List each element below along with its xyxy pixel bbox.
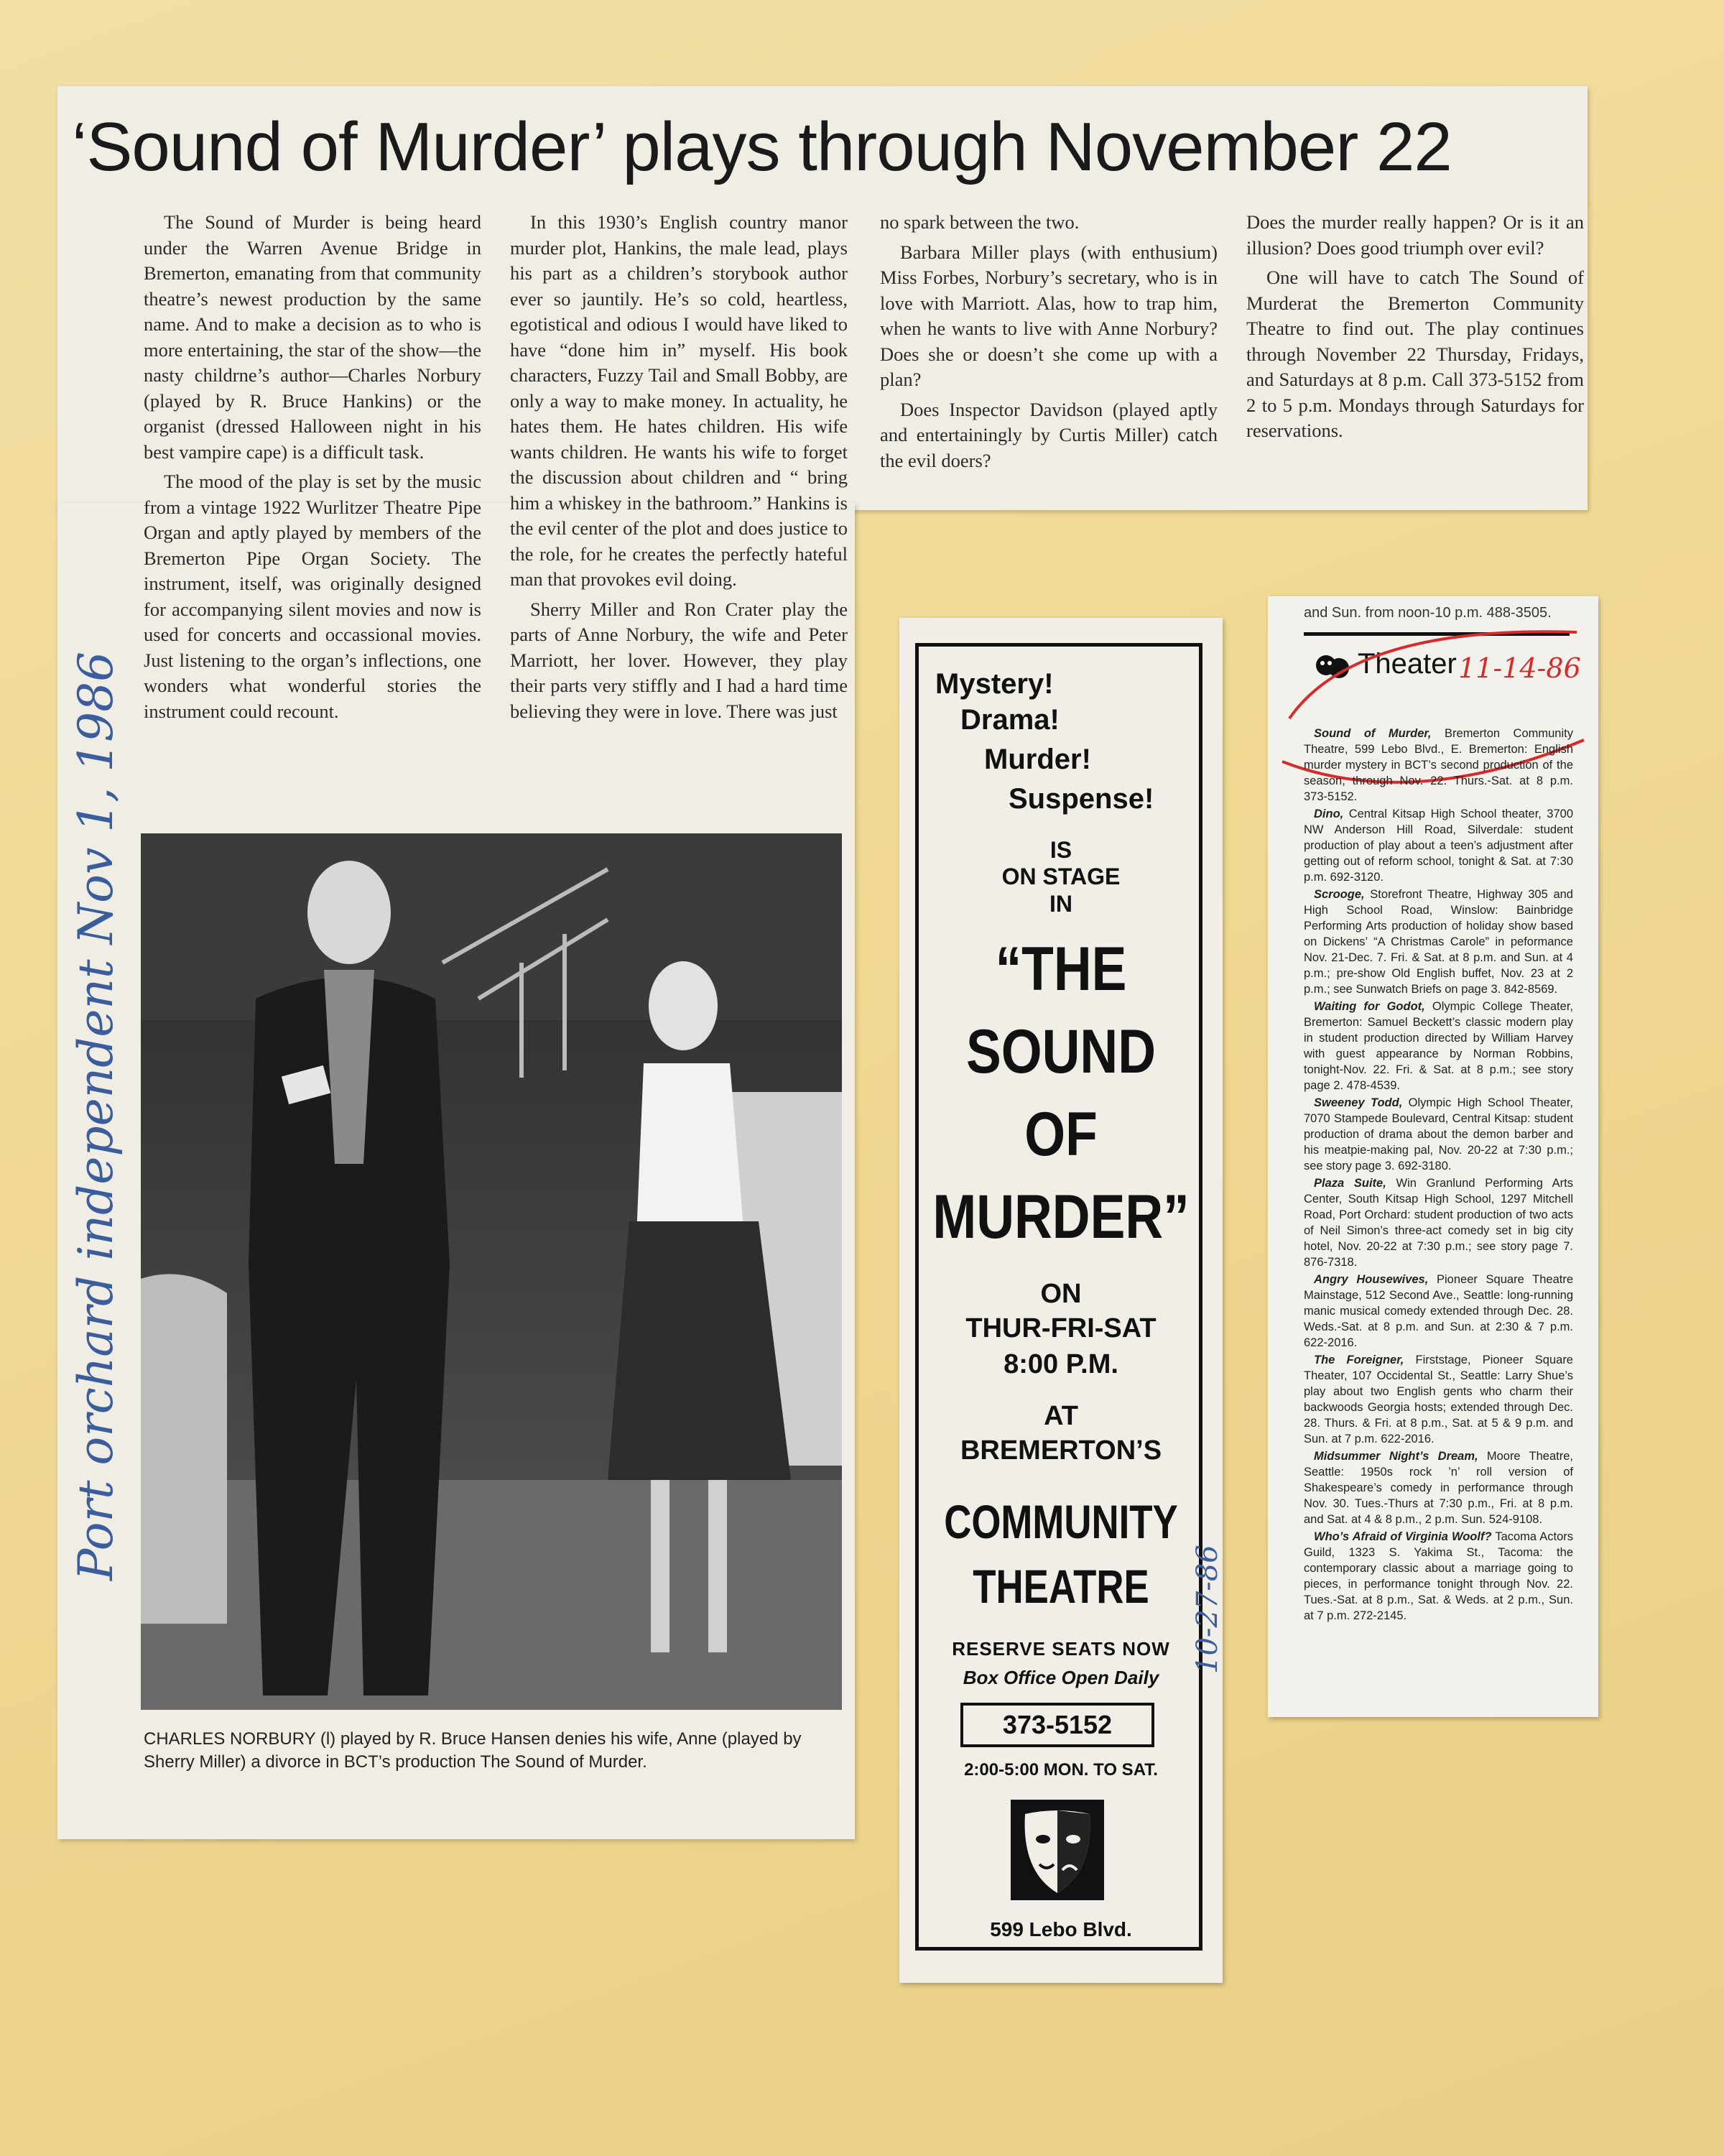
ad-box-office: Box Office Open Daily: [963, 1667, 1159, 1688]
article-paragraph: Does the murder really happen? Or is it an illusion? Does good triumph over evil?: [1246, 211, 1584, 259]
ad-in: IN: [1049, 891, 1072, 917]
listing-entry-text: Olympic High School Theater, 7070 Stampede Boulevard, Central Kitsap: student production of drama about the demon barber and his meatpie-making pal, Nov. 20-22 at 7:30 p.m.; see story page 3. 692-3180.: [1304, 1096, 1573, 1172]
listing-entry-text: Olympic College Theater, Bremerton: Samuel Beckett’s classic modern play in student production directed by William Harvey with guest appearance by Norman Robbins, tonight-Nov. 22. Fri. & Sat. at 8 p.m.; see story page 2. 478-4539.: [1304, 1000, 1573, 1092]
listing-entry: [1304, 1095, 1573, 1174]
theatre-advertisement: [899, 618, 1223, 1983]
ad-handwritten-date: 10-27-86: [1191, 1545, 1224, 1674]
listing-entry-text: Storefront Theatre, Highway 305 and High School Road, Winslow: Bainbridge Performing Arts production of holiday show based on Dickens’ “A Christmas Carole” in peformance Nov. 21-Dec. 7. Fri. & Sat. at 8 p.m. and Sun. at 4 p.m.; pre-show Old English buffet, Nov. 23 at 2 p.m.; see Sunwatch Briefs on page 3. 842-8569.: [1304, 888, 1573, 996]
ad-time: 8:00 P.M.: [1004, 1349, 1118, 1379]
theater-listings-clipping: [1268, 596, 1598, 1717]
ad-phone: 373-5152: [960, 1703, 1154, 1747]
listing-entry-title: Who’s Afraid of Virginia Woolf?: [1314, 1530, 1492, 1543]
ad-title-sound: SOUND: [965, 1017, 1156, 1086]
stage-scene-illustration: [141, 833, 842, 1710]
listing-entry: [1304, 726, 1573, 805]
listings-top-line: and Sun. from noon-10 p.m. 488-3505.: [1304, 605, 1552, 621]
listing-entry-text: Pioneer Square Theatre Mainstage, 512 Second Ave., Seattle: long-running manic musical comedy extended through Dec. 28. Weds.-Sat. at 8 p.m. and Sun. at 2:30 & 7 p.m. 622-2016.: [1304, 1273, 1573, 1349]
listing-entry-title: Dino,: [1314, 808, 1344, 820]
listing-entry: [1304, 806, 1573, 885]
listings-handwritten-date: 11-14-86: [1458, 652, 1581, 684]
ad-line-mystery: Mystery!: [935, 668, 1054, 700]
article-paragraph: Barbara Miller plays (with enthusium) Miss Forbes, Norbury’s secretary, who is in love with Marriott. Alas, how to trap him, when he wants to live with Anne Norbury? Does she or doesn’t she come up with a plan?: [880, 241, 1218, 390]
listing-entry: [1304, 1272, 1573, 1351]
listing-entry: [1304, 999, 1573, 1093]
listing-entry-title: Sound of Murder,: [1314, 727, 1432, 740]
listing-entry-text: Tacoma Actors Guild, 1323 S. Yakima St., Tacoma: the contemporary classic about a marriage going to pieces, in performance tonight through Nov. 22. Tues.-Sat. at 8 p.m., Sat. & Weds. at 2 p.m., Sun. at 7 p.m. 272-2145.: [1304, 1530, 1573, 1622]
listing-entry: [1304, 1529, 1573, 1624]
ad-title-murder: MURDER”: [932, 1183, 1190, 1252]
ad-days: THUR-FRI-SAT: [965, 1313, 1157, 1343]
article-photo: [141, 833, 842, 1710]
article-headline: ‘Sound of Murder’ plays through November 22: [72, 108, 1452, 185]
article-paragraph: The Sound of Murder is being heard under the Warren Avenue Bridge in Bremerton, emanating from that community theatre’s newest production by the same name. And to make a decision as to who is more entertaining, the star of the show—the nasty childrne’s author—Charles Norbury (played by R. Bruce Hankins) or the organist (dressed Halloween night in his best vampire cape) is a difficult task.: [144, 211, 481, 463]
listings-section-title: Theater: [1358, 648, 1457, 680]
listing-entry-text: Central Kitsap High School theater, 3700 NW Anderson Hill Road, Silverdale: student production of play about a teen’s adjustment after getting out of reform school, tonight & Sat. at 7:30 p.m. 692-3120.: [1304, 808, 1573, 884]
handwritten-source-note: Port orchard independent Nov 1, 1986: [68, 651, 124, 1581]
theatre-masks-icon: [1004, 1792, 1111, 1907]
listing-entry-text: Firststage, Pioneer Square Theater, 107 Occidental St., Seattle: Larry Shue’s play about two English gents who charm their backwoods Georgia hosts; extended through Dec. 28. Thurs. & Fri. at 8 p.m., Sat. at 5 & 9 p.m. and Sun. at 7 p.m. 622-2016.: [1304, 1354, 1573, 1445]
ad-hours: 2:00-5:00 MON. TO SAT.: [964, 1760, 1158, 1780]
ad-address: 599 Lebo Blvd.: [990, 1918, 1132, 1940]
ad-at: AT: [1044, 1401, 1078, 1431]
listing-entry-title: Angry Housewives,: [1314, 1273, 1429, 1286]
listing-entry-title: Scrooge,: [1314, 888, 1365, 901]
article-column-4: [1246, 210, 1584, 448]
listing-entry-title: The Foreigner,: [1314, 1354, 1404, 1366]
listing-entry: [1304, 887, 1573, 997]
ad-title-of: OF: [1024, 1100, 1098, 1169]
listing-entry: [1304, 1175, 1573, 1270]
listing-entry-title: Sweeney Todd,: [1314, 1096, 1403, 1109]
listings-body: [1304, 726, 1573, 1625]
photo-caption: CHARLES NORBURY (l) played by R. Bruce Hansen denies his wife, Anne (played by Sherry Miller) a divorce in BCT’s production The Sound of Murder.: [144, 1729, 802, 1772]
ad-line-murder: Murder!: [984, 744, 1091, 775]
article-paragraph: The mood of the play is set by the music from a vintage 1922 Wurlitzer Theatre Pipe Organ and aptly played by members of the Bremerton Pipe Organ Society. The instrument, itself, was originally designed for accompanying silent movies and now is used for concerts and occassional movies. Just listening to the organ’s inflections, one wonders what wonderful stories the instrument could recount.: [144, 471, 481, 722]
article-paragraph: no spark between the two.: [880, 211, 1080, 233]
article-paragraph: In this 1930’s English country manor murder plot, Hankins, the male lead, plays his part as a children’s storybook author ever so jauntily. He’s so cold, heartless, egotistical and odious I would have liked to have “done him in” myself. His book characters, Fuzzy Tail and Small Bobby, are only a way to make money. In actuality, he hates them. He hates children. His wife wants children. He wants his wife to forget the discussion about children and “ bring him a whiskey in the bathroom.” Hankins is the evil center of the plot and does justice to the role, for he creates the perfectly hateful man that provokes evil doing.: [510, 211, 848, 590]
article-paragraph: Sherry Miller and Ron Crater play the parts of Anne Norbury, the wife and Peter Marriott, her lover. However, they play their parts very stiffly and I had a hard time believing they were in love. There was just: [510, 598, 848, 722]
ad-title-the: “THE: [995, 935, 1127, 1004]
article-paragraph: Does Inspector Davidson (played aptly and entertainingly by Curtis Miller) catch the evil doers?: [880, 398, 1218, 471]
listing-entry-title: Waiting for Godot,: [1314, 1000, 1425, 1013]
ad-line-suspense: Suspense!: [1009, 783, 1154, 815]
ad-on-stage: ON STAGE: [1001, 864, 1121, 889]
article-column-1: [144, 210, 481, 728]
listing-entry-text: Moore Theatre, Seattle: 1950s rock ’n’ roll version of Shakespeare’s comedy in performance through Nov. 30. Tues.-Thurs at 7:30 p.m., Fri. at 8 p.m. and Sat. at 4 & 8 p.m., 2 p.m. Sun. 524-9108.: [1304, 1450, 1573, 1526]
ad-is: IS: [1049, 837, 1072, 863]
article-column-2: [510, 210, 848, 728]
ad-on: ON: [1040, 1279, 1082, 1309]
listing-entry-text: Win Granlund Performing Arts Center, South Kitsap High School, 1297 Mitchell Road, Port Orchard: student production of two acts of Neil Simon’s three-act comedy set in big city hotel, Nov. 20-22 at 7:30 p.m.; see story page 7. 876-7318.: [1304, 1177, 1573, 1269]
ad-venue-community: COMMUNITY: [944, 1495, 1178, 1548]
article-column-3: [880, 210, 1218, 478]
listing-entry: [1304, 1448, 1573, 1527]
ad-venue-prefix: BREMERTON’S: [960, 1435, 1162, 1466]
ad-line-drama: Drama!: [960, 704, 1060, 736]
listing-entry-title: Midsummer Night’s Dream,: [1314, 1450, 1478, 1463]
ad-venue-theatre: THEATRE: [973, 1560, 1149, 1613]
article-paragraph: One will have to catch The Sound of Murderat the Bremerton Community Theatre to find out. The play continues through November 22 Thursday, Fridays, and Saturdays at 8 p.m. Call 373-5152 from 2 to 5 p.m. Mondays through Saturdays for reservations.: [1246, 267, 1584, 441]
listing-entry: [1304, 1352, 1573, 1447]
listing-entry-title: Plaza Suite,: [1314, 1177, 1386, 1190]
listing-entry-text: Bremerton Community Theatre, 599 Lebo Blvd., E. Bremerton: English murder mystery in BCT’s second production of the season, through Nov. 22. Thurs.-Sat. at 8 p.m. 373-5152.: [1304, 727, 1573, 803]
ad-reserve: RESERVE SEATS NOW: [952, 1638, 1170, 1660]
